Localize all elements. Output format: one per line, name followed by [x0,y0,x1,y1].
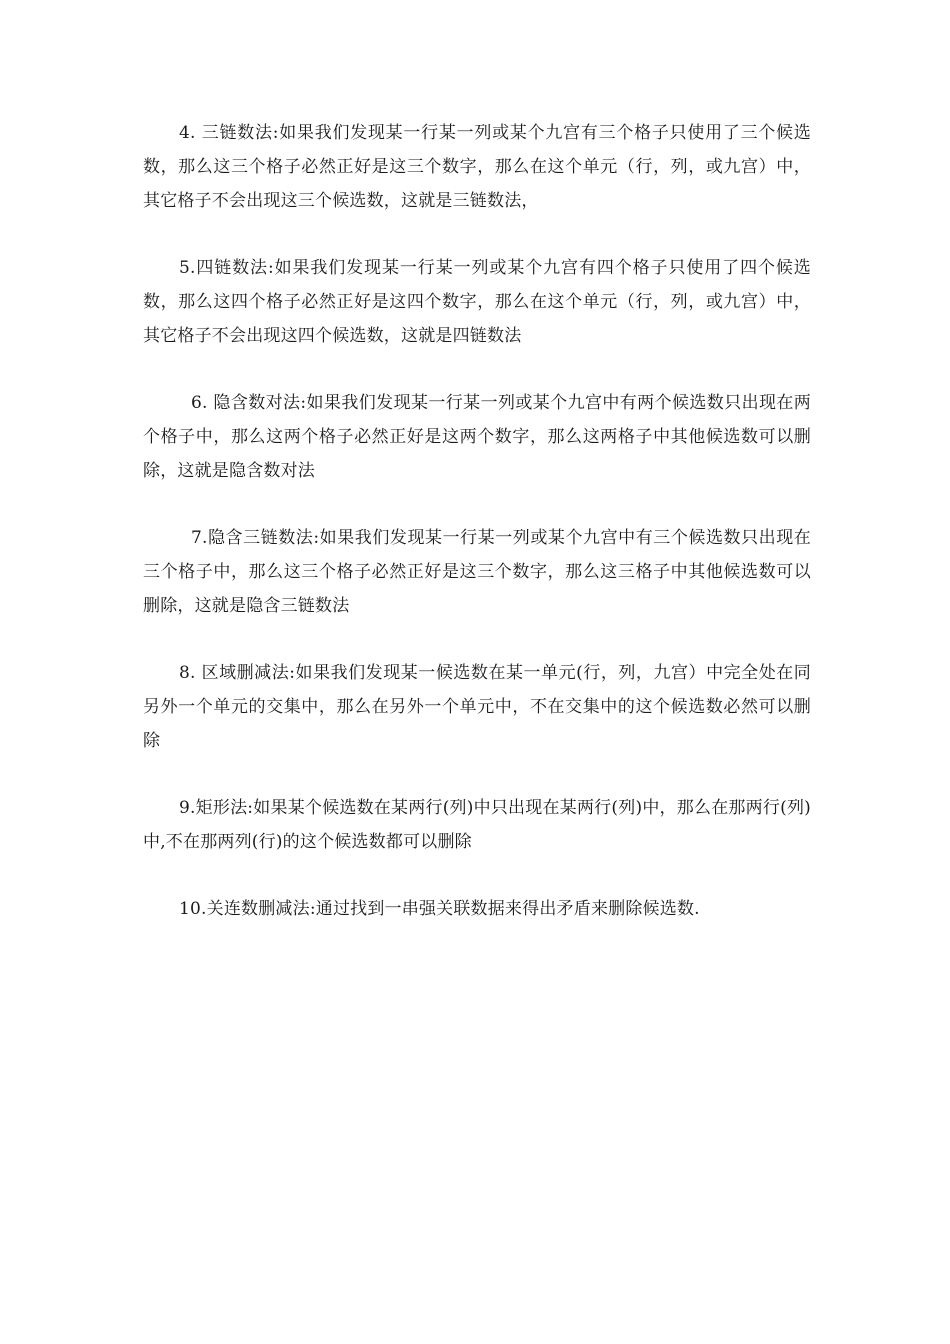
paragraph-rectangle: 9.矩形法:如果某个候选数在某两行(列)中只出现在某两行(列)中，那么在那两行(列)中,不在那两列(行)的这个候选数都可以删除 [143,798,811,852]
document-body [143,116,811,959]
paragraph-four-chain: 5.四链数法:如果我们发现某一行某一列或某个九宫有四个格子只使用了四个候选数，那么这四个格子必然正好是这四个数字，那么在这个单元（行，列，或九宫）中，其它格子不会出现这四个候选数，这就是四链数法 [143,258,811,346]
paragraph-linked-elimination: 10.关连数删减法:通过找到一串强关联数据来得出矛盾来删除候选数. [179,899,700,919]
paragraph-region-elimination: 8. 区域删减法:如果我们发现某一候选数在某一单元(行，列，九宫）中完全处在同另外一个单元的交集中，那么在另外一个单元中，不在交集中的这个候选数必然可以删除 [143,663,811,751]
paragraph-hidden-pair: 6. 隐含数对法:如果我们发现某一行某一列或某个九宫中有两个候选数只出现在两个格子中，那么这两个格子必然正好是这两个数字，那么这两格子中其他候选数可以删除，这就是隐含数对法 [143,393,811,481]
paragraph-three-chain: 4. 三链数法:如果我们发现某一行某一列或某个九宫有三个格子只使用了三个候选数，那么这三个格子必然正好是这三个数字，那么在这个单元（行，列，或九宫）中，其它格子不会出现这三个候选数，这就是三链数法， [143,123,811,211]
paragraph-hidden-triple: 7.隐含三链数法:如果我们发现某一行某一列或某个九宫中有三个候选数只出现在三个格子中，那么这三个格子必然正好是这三个数字，那么这三格子中其他候选数可以删除，这就是隐含三链数法 [143,528,811,616]
